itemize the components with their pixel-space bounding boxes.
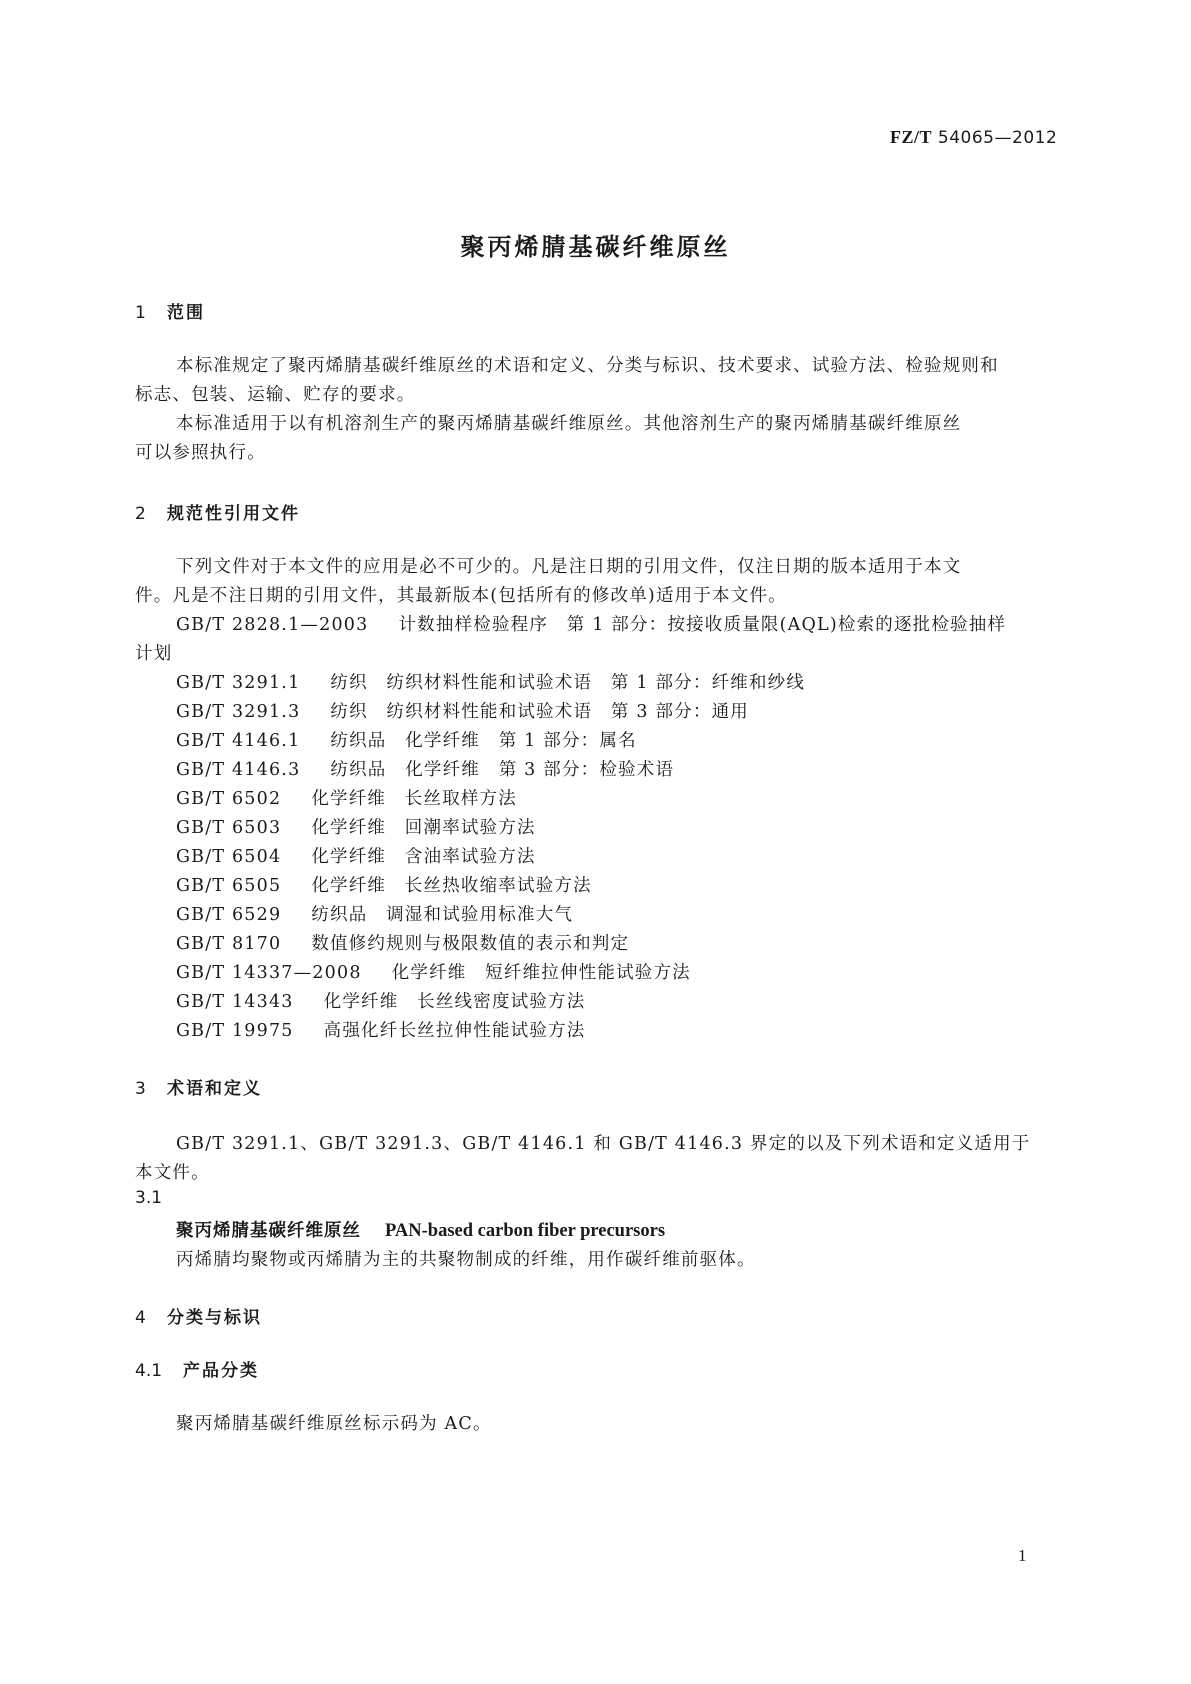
section-number: 2 — [135, 504, 146, 524]
paragraph-line: 下列文件对于本文件的应用是必不可少的。凡是注日期的引用文件，仅注日期的版本适用于本文 — [176, 557, 962, 577]
reference-title: 纺织品 调湿和试验用标准大气 — [311, 905, 574, 925]
reference-code: GB/T 14343 — [176, 992, 294, 1012]
reference-item — [176, 698, 749, 723]
subsection-number: 4.1 — [135, 1361, 163, 1381]
reference-item — [176, 872, 592, 897]
reference-item — [176, 727, 637, 752]
section-title: 分类与标识 — [167, 1308, 262, 1328]
term-number: 3.1 — [135, 1188, 163, 1208]
term-chinese: 聚丙烯腈基碳纤维原丝 — [176, 1221, 361, 1241]
term-definition: 丙烯腈均聚物或丙烯腈为主的共聚物制成的纤维，用作碳纤维前驱体。 — [176, 1250, 756, 1270]
reference-item — [176, 611, 1006, 636]
subsection-4-1-heading — [135, 1356, 259, 1381]
standard-code: 54065—2012 — [937, 128, 1058, 148]
reference-item — [176, 756, 674, 781]
reference-title: 纺织 纺织材料性能和试验术语 第 1 部分：纤维和纱线 — [330, 673, 806, 693]
paragraph-line: 本标准适用于以有机溶剂生产的聚丙烯腈基碳纤维原丝。其他溶剂生产的聚丙烯腈基碳纤维原丝 — [176, 414, 962, 434]
reference-title: 纺织品 化学纤维 第 3 部分：检验术语 — [330, 760, 675, 780]
reference-title: 化学纤维 长丝线密度试验方法 — [323, 992, 586, 1012]
paragraph-line: 件。凡是不注日期的引用文件，其最新版本(包括所有的修改单)适用于本文件。 — [135, 586, 787, 606]
section-title: 范围 — [167, 303, 205, 323]
reference-code: GB/T 6503 — [176, 818, 282, 838]
page-number: 1 — [1018, 1546, 1027, 1565]
reference-item — [176, 814, 536, 839]
subsection-title: 产品分类 — [183, 1361, 259, 1381]
reference-code: GB/T 6529 — [176, 905, 282, 925]
reference-title: 化学纤维 回潮率试验方法 — [311, 818, 536, 838]
section-2-heading — [135, 499, 300, 524]
reference-code: GB/T 19975 — [176, 1021, 294, 1041]
paragraph-line: 聚丙烯腈基碳纤维原丝标示码为 AC。 — [176, 1414, 492, 1434]
reference-code: GB/T 4146.1 — [176, 731, 301, 751]
reference-title: 化学纤维 长丝取样方法 — [311, 789, 518, 809]
reference-code: GB/T 6504 — [176, 847, 282, 867]
standard-number — [890, 127, 1057, 148]
reference-item — [176, 988, 585, 1013]
reference-code: GB/T 6502 — [176, 789, 282, 809]
paragraph-line: GB/T 3291.1、GB/T 3291.3、GB/T 4146.1 和 GB/T 4146.3 界定的以及下列术语和定义适用于 — [176, 1134, 1031, 1154]
reference-item — [176, 930, 629, 955]
reference-title: 纺织 纺织材料性能和试验术语 第 3 部分：通用 — [330, 702, 749, 722]
reference-item — [176, 785, 517, 810]
section-number: 1 — [135, 303, 146, 323]
section-number: 3 — [135, 1079, 146, 1099]
reference-code: GB/T 3291.3 — [176, 702, 301, 722]
term-entry — [176, 1217, 665, 1242]
reference-item — [176, 1017, 585, 1042]
section-title: 规范性引用文件 — [167, 504, 300, 524]
reference-title: 计数抽样检验程序 第 1 部分：按接收质量限(AQL)检索的逐批检验抽样 — [398, 615, 1007, 635]
reference-item — [176, 669, 805, 694]
reference-code: GB/T 4146.3 — [176, 760, 301, 780]
paragraph-line: 标志、包装、运输、贮存的要求。 — [135, 385, 416, 405]
paragraph-line: 本文件。 — [135, 1163, 210, 1183]
paragraph-line: 本标准规定了聚丙烯腈基碳纤维原丝的术语和定义、分类与标识、技术要求、试验方法、检验规则和 — [176, 356, 999, 376]
reference-title: 化学纤维 长丝热收缩率试验方法 — [311, 876, 592, 896]
reference-code: GB/T 14337—2008 — [176, 963, 362, 983]
term-english: PAN-based carbon fiber precursors — [385, 1221, 666, 1241]
section-4-heading — [135, 1303, 262, 1328]
standard-prefix: FZ/T — [890, 127, 933, 147]
reference-item — [176, 901, 573, 926]
reference-code: GB/T 8170 — [176, 934, 282, 954]
reference-title: 高强化纤长丝拉伸性能试验方法 — [323, 1021, 586, 1041]
section-number: 4 — [135, 1308, 146, 1328]
reference-item — [176, 843, 536, 868]
section-1-heading — [135, 298, 205, 323]
section-3-heading — [135, 1074, 262, 1099]
paragraph-line: 可以参照执行。 — [135, 443, 266, 463]
reference-item — [176, 959, 691, 984]
reference-title: 纺织品 化学纤维 第 1 部分：属名 — [330, 731, 637, 751]
reference-title: 化学纤维 含油率试验方法 — [311, 847, 536, 867]
section-title: 术语和定义 — [167, 1079, 262, 1099]
reference-continuation: 计划 — [135, 644, 173, 664]
reference-code: GB/T 3291.1 — [176, 673, 301, 693]
reference-code: GB/T 6505 — [176, 876, 282, 896]
reference-code: GB/T 2828.1—2003 — [176, 615, 369, 635]
reference-title: 数值修约规则与极限数值的表示和判定 — [311, 934, 630, 954]
document-title: 聚丙烯腈基碳纤维原丝 — [460, 233, 731, 261]
reference-title: 化学纤维 短纤维拉伸性能试验方法 — [391, 963, 691, 983]
